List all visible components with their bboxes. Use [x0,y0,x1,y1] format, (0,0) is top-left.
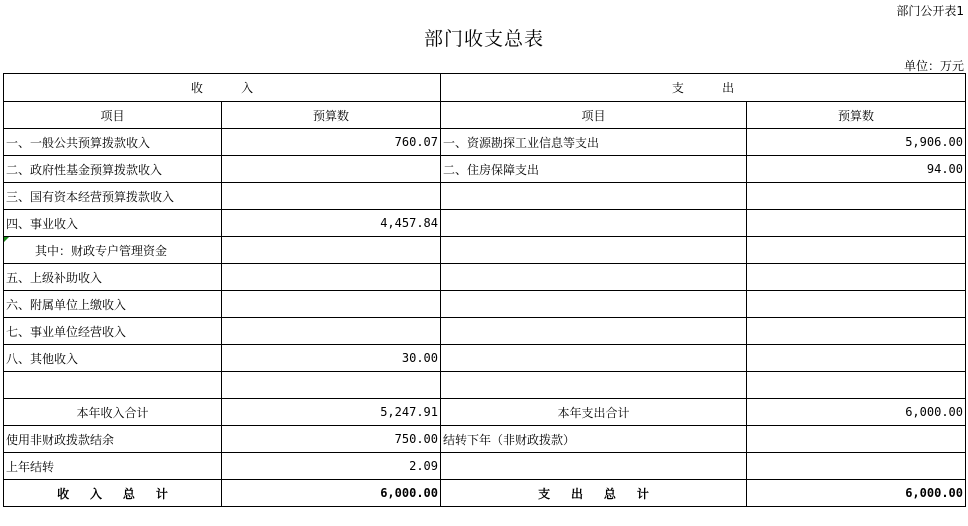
income-value-cell [222,264,441,291]
grand-total-row [4,480,966,507]
budget-table [3,73,966,507]
income-item-cell: 五、上级补助收入 [4,264,222,291]
income-section-label: 收 入 [190,81,254,95]
expense-total-value: 6,000.00 [747,480,966,507]
income-subtotal-value: 5,247.91 [222,399,441,426]
expense-subtotal-value: 6,000.00 [747,399,966,426]
expense-value-cell [747,318,966,345]
expense-item-cell: 二、住房保障支出 [441,156,747,183]
expense-value-cell [747,183,966,210]
income-item-cell: 使用非财政拨款结余 [4,426,222,453]
income-value-cell [222,291,441,318]
income-item-cell: 一、一般公共预算拨款收入 [4,129,222,156]
income-subtotal-label: 本年收入合计 [4,399,222,426]
table-row [4,318,966,345]
income-budget-header: 预算数 [222,102,441,129]
income-value-cell: 2.09 [222,453,441,480]
income-value-cell: 30.00 [222,345,441,372]
expense-item-cell [441,237,747,264]
table-row-empty [4,372,966,399]
expense-value-cell [747,372,966,399]
table-number-label: 部门公开表1 [896,4,964,18]
income-value-cell [222,183,441,210]
income-item-cell: 二、政府性基金预算拨款收入 [4,156,222,183]
income-value-cell [222,237,441,264]
expense-total-label [441,480,747,507]
expense-item-header: 项目 [441,102,747,129]
carry-row [4,426,966,453]
income-item-cell [4,372,222,399]
income-value-cell [222,372,441,399]
expense-value-cell [747,291,966,318]
expense-item-cell [441,183,747,210]
table-row [4,264,966,291]
expense-total-text: 支 出 总 计 [538,486,649,501]
expense-budget-header: 预算数 [747,102,966,129]
income-value-cell [222,318,441,345]
carry-row [4,453,966,480]
table-row [4,156,966,183]
income-total-text: 收 入 总 计 [57,486,168,501]
expense-section-header [441,74,966,102]
income-item-header: 项目 [4,102,222,129]
unit-label: 单位：万元 [903,59,964,73]
income-section-header [4,74,441,102]
income-item-cell: 其中：财政专户管理资金 [4,237,222,264]
expense-value-cell: 94.00 [747,156,966,183]
expense-item-cell [441,318,747,345]
section-header-row [4,74,966,102]
table-row [4,291,966,318]
income-total-label [4,480,222,507]
expense-item-cell [441,291,747,318]
expense-item-cell [441,264,747,291]
income-value-cell: 4,457.84 [222,210,441,237]
income-item-cell: 六、附属单位上缴收入 [4,291,222,318]
subtotal-row [4,399,966,426]
expense-value-cell [747,426,966,453]
page-title: 部门收支总表 [423,28,544,50]
expense-section-label: 支 出 [671,81,735,95]
expense-item-cell: 一、资源勘探工业信息等支出 [441,129,747,156]
income-item-cell: 七、事业单位经营收入 [4,318,222,345]
expense-item-cell [441,210,747,237]
expense-value-cell [747,237,966,264]
income-total-value: 6,000.00 [222,480,441,507]
expense-value-cell [747,345,966,372]
income-value-cell: 760.07 [222,129,441,156]
table-row [4,237,966,264]
expense-value-cell [747,453,966,480]
expense-item-cell: 结转下年（非财政拨款） [441,426,747,453]
income-item-cell: 八、其他收入 [4,345,222,372]
income-value-cell [222,156,441,183]
expense-item-cell [441,345,747,372]
expense-value-cell [747,210,966,237]
income-item-cell: 四、事业收入 [4,210,222,237]
expense-subtotal-label: 本年支出合计 [441,399,747,426]
income-item-cell: 上年结转 [4,453,222,480]
table-row [4,345,966,372]
expense-item-cell [441,372,747,399]
column-header-row [4,102,966,129]
expense-value-cell: 5,906.00 [747,129,966,156]
expense-item-cell [441,453,747,480]
table-row [4,210,966,237]
income-value-cell: 750.00 [222,426,441,453]
income-item-cell: 三、国有资本经营预算拨款收入 [4,183,222,210]
table-row [4,129,966,156]
expense-value-cell [747,264,966,291]
table-row [4,183,966,210]
